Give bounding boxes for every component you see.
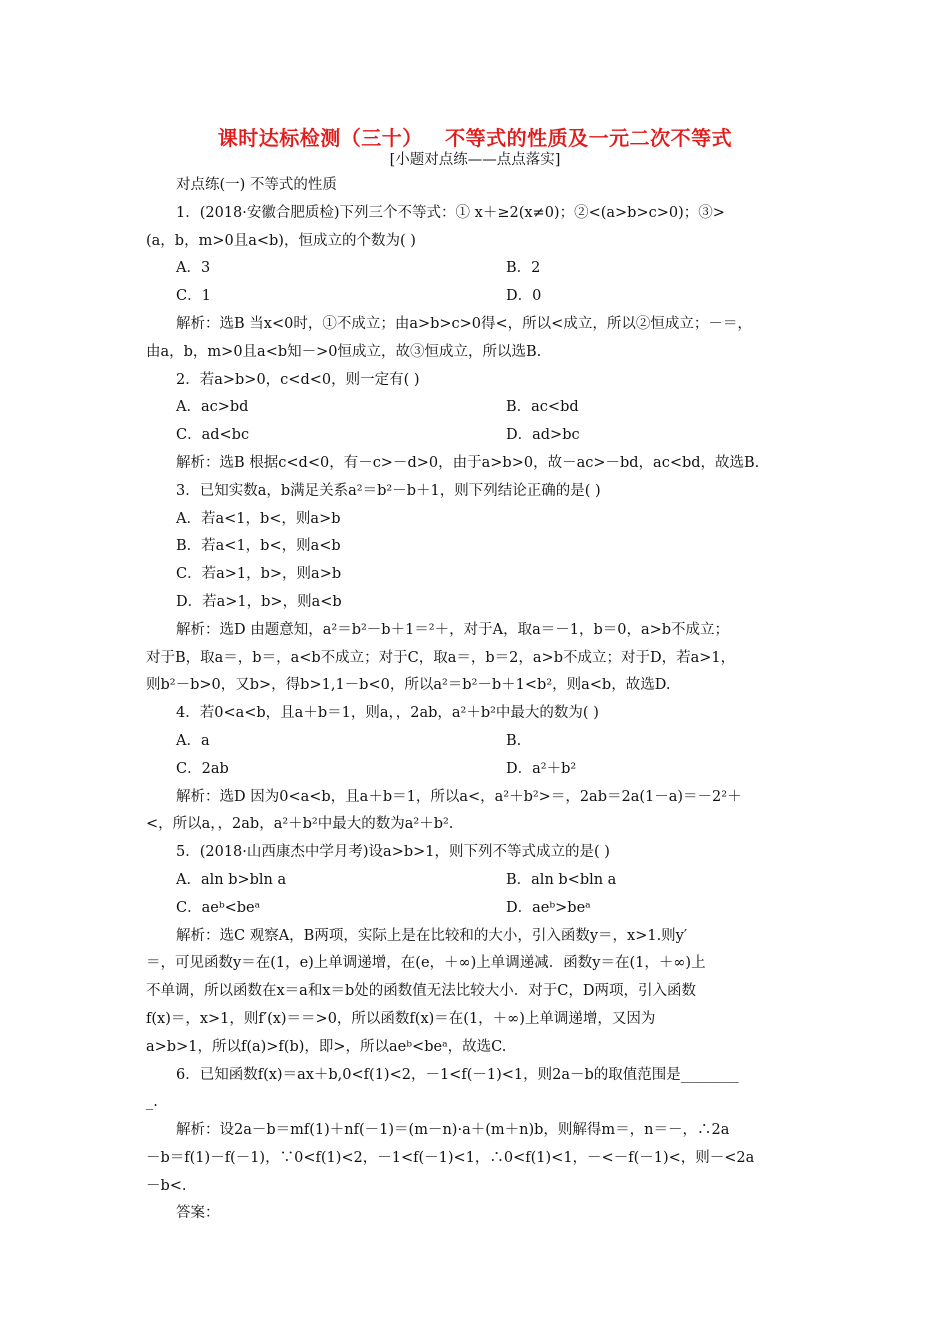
text-line: A．若a<1，b<，则a>b — [176, 510, 341, 527]
text-line: 答案： — [176, 1205, 220, 1222]
options-row — [146, 422, 812, 450]
text-line: 对于B，取a＝，b＝，a<b不成立；对于C，取a＝，b＝2，a>b不成立；对于D，若a>1， — [146, 649, 736, 666]
text-line: D．若a>1，b>，则a<b — [176, 593, 342, 610]
answer-option: D．0 — [506, 288, 542, 305]
page-title: 课时达标检测（三十） 不等式的性质及一元二次不等式 — [217, 126, 733, 150]
options-row — [146, 394, 812, 422]
answer-option: B．2 — [506, 260, 541, 277]
document-body — [146, 172, 812, 1228]
answer-option: A．aln b>bln a — [176, 871, 287, 888]
text-line: (a，b，m>0且a<b)，恒成立的个数为( ) — [146, 232, 416, 249]
answer-option: C．2ab — [176, 760, 229, 777]
text-line: ＝，可见函数y＝在(1，e)上单调递增，在(e，＋∞)上单调递减．函数y＝在(1，＋∞)上 — [146, 955, 706, 972]
text-line: 由a，b，m>0且a<b知－>0恒成立，故③恒成立，所以选B. — [146, 343, 542, 360]
answer-option: D．ad>bc — [506, 427, 580, 444]
text-line: C．若a>1，b>，则a>b — [176, 566, 342, 583]
text-line: 3．已知实数a，b满足关系a²＝b²－b＋1，则下列结论正确的是( ) — [176, 482, 601, 499]
text-line: －b＝f(1)－f(－1)，∵0<f(1)<2，－1<f(－1)<1，∴0<f(1)<1，－<－f(－1)<，则－<2a — [146, 1149, 755, 1166]
text-line: _. — [146, 1094, 158, 1111]
text-line: 不单调，所以函数在x＝a和x＝b处的函数值无法比较大小．对于C，D两项，引入函数 — [146, 983, 696, 1000]
text-line: 解析：选D 因为0<a<b，且a＋b＝1，所以a<，a²＋b²>＝，2ab＝2a(1－a)＝－2²＋ — [176, 788, 742, 805]
options-row — [146, 255, 812, 283]
text-line: 4．若0<a<b，且a＋b＝1，则a，，2ab，a²＋b²中最大的数为( ) — [176, 705, 599, 722]
answer-option: C．aeᵇ<beᵃ — [176, 899, 261, 916]
answer-option: B．aln b<bln a — [506, 871, 617, 888]
text-line: －b<. — [146, 1177, 187, 1194]
text-line: 解析：选B 当x<0时，①不成立；由a>b>c>0得<，所以<成立，所以②恒成立；－＝， — [176, 315, 752, 332]
answer-option: A．a — [176, 732, 210, 749]
text-line: 1．(2018·安徽合肥质检)下列三个不等式：① x＋≥2(x≠0)；②<(a>b>c>0)；③> — [176, 204, 725, 221]
text-line: 则b²－b>0，又b>，得b>1,1－b<0，所以a²＝b²－b＋1<b²，则a<b，故选D. — [146, 677, 671, 694]
answer-option: B．ac<bd — [506, 399, 579, 416]
answer-option: A．ac>bd — [176, 399, 249, 416]
text-line: 2．若a>b>0，c<d<0，则一定有( ) — [176, 371, 420, 388]
answer-option: C．ad<bc — [176, 427, 250, 444]
text-line: 解析：选B 根据c<d<0，有－c>－d>0，由于a>b>0，故－ac>－bd，ac<bd，故选B. — [176, 454, 760, 471]
text-line: B．若a<1，b<，则a<b — [176, 538, 341, 555]
text-line: 6．已知函数f(x)＝ax＋b,0<f(1)<2，－1<f(－1)<1，则2a－b的取值范围是________ — [176, 1066, 739, 1083]
text-line: 5．(2018·山西康杰中学月考)设a>b>1，则下列不等式成立的是( ) — [176, 844, 610, 861]
answer-option: D．aeᵇ>beᵃ — [506, 899, 591, 916]
answer-option: C．1 — [176, 288, 211, 305]
text-line: f(x)＝，x>1，则f′(x)＝＝>0，所以函数f(x)＝在(1，＋∞)上单调递增，又因为 — [146, 1010, 656, 1027]
text-line: 解析：选D 由题意知，a²＝b²－b＋1＝²＋，对于A，取a＝－1，b＝0，a>b不成立； — [176, 621, 730, 638]
options-row — [146, 895, 812, 923]
text-line: <，所以a，，2ab，a²＋b²中最大的数为a²＋b². — [146, 816, 454, 833]
answer-option: D．a²＋b² — [506, 760, 577, 777]
options-row — [146, 756, 812, 784]
text-line: a>b>1，所以f(a)>f(b)，即>，所以aeᵇ<beᵃ，故选C. — [146, 1038, 507, 1055]
text-line: 解析：设2a－b＝mf(1)＋nf(－1)＝(m－n)·a＋(m＋n)b，则解得m＝，n＝－，∴2a — [176, 1122, 730, 1139]
text-line: 解析：选C 观察A，B两项，实际上是在比较和的大小，引入函数y＝，x>1.则y′ — [176, 927, 688, 944]
options-row — [146, 867, 812, 895]
answer-option: B. — [506, 732, 522, 749]
answer-option: A．3 — [176, 260, 211, 277]
text-line: 对点练(一) 不等式的性质 — [176, 177, 337, 193]
page-subtitle: [小题对点练——点点落实] — [389, 152, 561, 168]
options-row — [146, 728, 812, 756]
options-row — [146, 283, 812, 311]
